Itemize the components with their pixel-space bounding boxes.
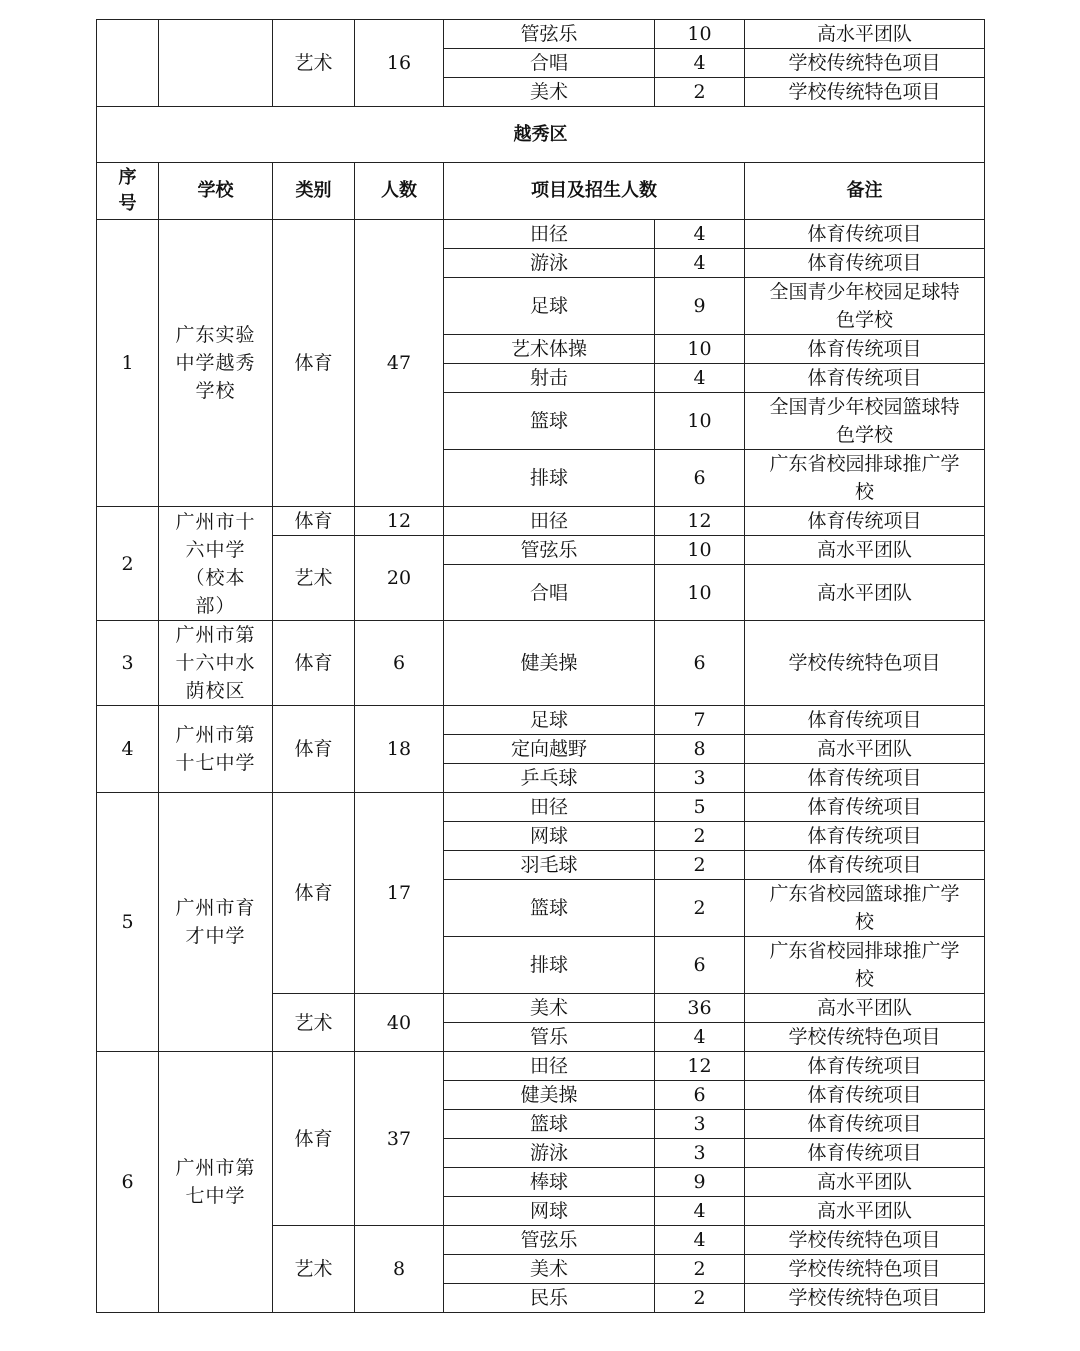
project-cell: 足球 [444, 278, 655, 335]
project-count-cell: 6 [655, 450, 745, 507]
note-cell: 高水平团队 [745, 1168, 985, 1197]
project-count-cell: 6 [655, 621, 745, 706]
project-count-cell: 2 [655, 78, 745, 107]
project-cell: 管弦乐 [444, 20, 655, 49]
project-cell: 管乐 [444, 1023, 655, 1052]
project-cell: 田径 [444, 793, 655, 822]
note-cell: 学校传统特色项目 [745, 1023, 985, 1052]
project-cell: 射击 [444, 364, 655, 393]
count-cell: 6 [355, 621, 444, 706]
header-note: 备注 [745, 163, 985, 220]
note-cell: 体育传统项目 [745, 706, 985, 735]
count-cell: 47 [355, 220, 444, 507]
project-count-cell: 10 [655, 536, 745, 565]
project-cell: 游泳 [444, 249, 655, 278]
seq-cell: 3 [97, 621, 159, 706]
table-row [97, 1052, 985, 1081]
project-cell: 美术 [444, 78, 655, 107]
district-title: 越秀区 [97, 107, 985, 163]
enrollment-table [96, 19, 985, 1313]
project-count-cell: 4 [655, 220, 745, 249]
project-cell: 合唱 [444, 565, 655, 621]
school-name-cell: 广州市十六中学（校本部） [159, 507, 273, 621]
note-cell: 体育传统项目 [745, 507, 985, 536]
category-cell: 体育 [273, 793, 355, 994]
note-cell: 体育传统项目 [745, 851, 985, 880]
count-cell: 16 [355, 20, 444, 107]
project-count-cell: 9 [655, 1168, 745, 1197]
table-row [97, 793, 985, 822]
project-cell: 羽毛球 [444, 851, 655, 880]
note-cell: 学校传统特色项目 [745, 1226, 985, 1255]
project-cell: 篮球 [444, 393, 655, 450]
project-cell: 网球 [444, 1197, 655, 1226]
project-cell: 排球 [444, 450, 655, 507]
school-name-cell: 广州市第七中学 [159, 1052, 273, 1313]
category-cell: 体育 [273, 220, 355, 507]
note-cell: 体育传统项目 [745, 1081, 985, 1110]
project-count-cell: 3 [655, 1139, 745, 1168]
note-cell: 学校传统特色项目 [745, 78, 985, 107]
project-cell: 篮球 [444, 1110, 655, 1139]
table-row [97, 507, 985, 536]
note-cell: 学校传统特色项目 [745, 49, 985, 78]
project-cell: 美术 [444, 1255, 655, 1284]
project-cell: 棒球 [444, 1168, 655, 1197]
project-count-cell: 4 [655, 1226, 745, 1255]
project-cell: 民乐 [444, 1284, 655, 1313]
note-cell: 高水平团队 [745, 536, 985, 565]
note-cell: 体育传统项目 [745, 1139, 985, 1168]
category-cell: 体育 [273, 507, 355, 536]
category-cell: 艺术 [273, 20, 355, 107]
seq-cell: 4 [97, 706, 159, 793]
note-cell: 体育传统项目 [745, 764, 985, 793]
note-cell: 学校传统特色项目 [745, 621, 985, 706]
school-name-cell: 广州市育才中学 [159, 793, 273, 1052]
project-cell: 管弦乐 [444, 1226, 655, 1255]
table-row [97, 220, 985, 249]
project-cell: 足球 [444, 706, 655, 735]
project-count-cell: 7 [655, 706, 745, 735]
project-count-cell: 8 [655, 735, 745, 764]
category-cell: 体育 [273, 1052, 355, 1226]
project-count-cell: 4 [655, 249, 745, 278]
note-cell: 广东省校园排球推广学校 [745, 450, 985, 507]
project-count-cell: 3 [655, 764, 745, 793]
district-row [97, 107, 985, 163]
school-name-cell: 广州市第十六中水荫校区 [159, 621, 273, 706]
project-cell: 健美操 [444, 1081, 655, 1110]
project-count-cell: 2 [655, 822, 745, 851]
project-count-cell: 4 [655, 1197, 745, 1226]
project-count-cell: 12 [655, 507, 745, 536]
count-cell: 37 [355, 1052, 444, 1226]
seq-cell: 1 [97, 220, 159, 507]
project-count-cell: 10 [655, 393, 745, 450]
header-project: 项目及招生人数 [444, 163, 745, 220]
continuation-row [97, 20, 985, 49]
project-cell: 合唱 [444, 49, 655, 78]
note-cell: 高水平团队 [745, 1197, 985, 1226]
project-count-cell: 36 [655, 994, 745, 1023]
seq-cell: 5 [97, 793, 159, 1052]
note-cell: 体育传统项目 [745, 1052, 985, 1081]
project-count-cell: 4 [655, 49, 745, 78]
note-cell: 学校传统特色项目 [745, 1284, 985, 1313]
header-category: 类别 [273, 163, 355, 220]
project-cell: 田径 [444, 1052, 655, 1081]
note-cell: 高水平团队 [745, 20, 985, 49]
category-cell: 艺术 [273, 994, 355, 1052]
project-cell: 田径 [444, 507, 655, 536]
project-count-cell: 3 [655, 1110, 745, 1139]
category-cell: 艺术 [273, 1226, 355, 1313]
project-count-cell: 4 [655, 364, 745, 393]
note-cell: 体育传统项目 [745, 364, 985, 393]
project-count-cell: 6 [655, 937, 745, 994]
note-cell: 广东省校园篮球推广学校 [745, 880, 985, 937]
note-cell: 高水平团队 [745, 565, 985, 621]
note-cell: 全国青少年校园篮球特色学校 [745, 393, 985, 450]
note-cell: 体育传统项目 [745, 793, 985, 822]
count-cell: 18 [355, 706, 444, 793]
project-count-cell: 2 [655, 1255, 745, 1284]
note-cell: 体育传统项目 [745, 220, 985, 249]
note-cell: 广东省校园排球推广学校 [745, 937, 985, 994]
table-row [97, 621, 985, 706]
note-cell: 学校传统特色项目 [745, 1255, 985, 1284]
project-count-cell: 10 [655, 20, 745, 49]
note-cell: 体育传统项目 [745, 335, 985, 364]
count-cell: 17 [355, 793, 444, 994]
count-cell: 40 [355, 994, 444, 1052]
seq-cell-empty [97, 20, 159, 107]
header-row [97, 163, 985, 220]
note-cell: 高水平团队 [745, 735, 985, 764]
project-cell: 艺术体操 [444, 335, 655, 364]
header-school: 学校 [159, 163, 273, 220]
category-cell: 体育 [273, 621, 355, 706]
seq-cell: 6 [97, 1052, 159, 1313]
note-cell: 体育传统项目 [745, 822, 985, 851]
count-cell: 12 [355, 507, 444, 536]
table-row [97, 706, 985, 735]
category-cell: 体育 [273, 706, 355, 793]
project-count-cell: 10 [655, 565, 745, 621]
project-count-cell: 2 [655, 880, 745, 937]
count-cell: 8 [355, 1226, 444, 1313]
note-cell: 全国青少年校园足球特色学校 [745, 278, 985, 335]
school-cell-empty [159, 20, 273, 107]
project-count-cell: 10 [655, 335, 745, 364]
note-cell: 高水平团队 [745, 994, 985, 1023]
project-cell: 管弦乐 [444, 536, 655, 565]
project-cell: 田径 [444, 220, 655, 249]
project-count-cell: 9 [655, 278, 745, 335]
project-cell: 美术 [444, 994, 655, 1023]
project-count-cell: 2 [655, 1284, 745, 1313]
header-count: 人数 [355, 163, 444, 220]
header-seq: 序号 [97, 163, 159, 220]
project-count-cell: 2 [655, 851, 745, 880]
note-cell: 体育传统项目 [745, 249, 985, 278]
project-cell: 篮球 [444, 880, 655, 937]
project-count-cell: 4 [655, 1023, 745, 1052]
project-cell: 游泳 [444, 1139, 655, 1168]
seq-cell: 2 [97, 507, 159, 621]
school-name-cell: 广州市第十七中学 [159, 706, 273, 793]
project-cell: 健美操 [444, 621, 655, 706]
project-cell: 网球 [444, 822, 655, 851]
project-cell: 定向越野 [444, 735, 655, 764]
project-count-cell: 5 [655, 793, 745, 822]
project-cell: 乒乓球 [444, 764, 655, 793]
note-cell: 体育传统项目 [745, 1110, 985, 1139]
school-name-cell: 广东实验中学越秀学校 [159, 220, 273, 507]
project-cell: 排球 [444, 937, 655, 994]
project-count-cell: 12 [655, 1052, 745, 1081]
project-count-cell: 6 [655, 1081, 745, 1110]
category-cell: 艺术 [273, 536, 355, 621]
count-cell: 20 [355, 536, 444, 621]
